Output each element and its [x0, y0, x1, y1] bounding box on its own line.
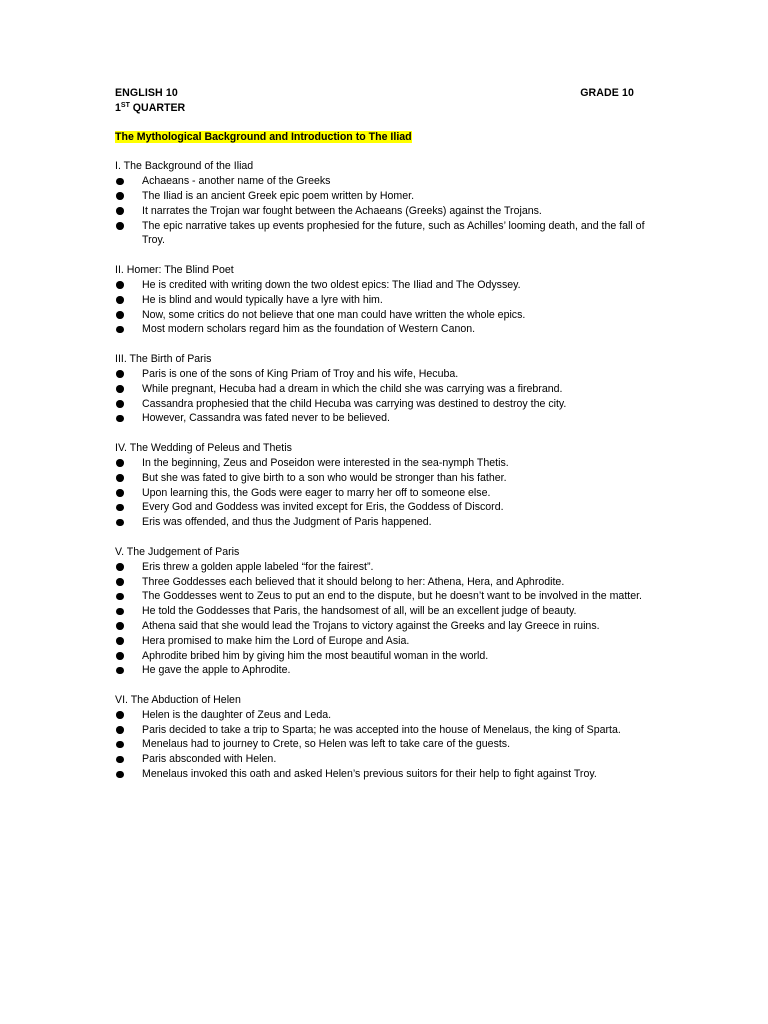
bullet-text: Helen is the daughter of Zeus and Leda.	[142, 708, 332, 721]
bullet-icon	[116, 489, 124, 497]
bullet-item	[115, 471, 660, 486]
bullet-icon	[116, 311, 124, 319]
bullet-text: The Iliad is an ancient Greek epic poem written by Homer.	[142, 189, 415, 202]
bullet-item	[115, 649, 660, 664]
bullet-icon	[116, 578, 124, 586]
bullet-item	[115, 589, 660, 604]
section-heading: I. The Background of the Iliad	[115, 160, 254, 173]
bullet-item	[115, 500, 660, 515]
bullet-icon	[116, 771, 124, 779]
section-heading: V. The Judgement of Paris	[115, 545, 240, 558]
bullet-text: He told the Goddesses that Paris, the handsomest of all, will be an excellent judge of beauty.	[142, 605, 577, 618]
bullet-icon	[116, 741, 124, 749]
bullet-icon	[116, 326, 124, 334]
bullet-icon	[116, 192, 124, 200]
bullet-text: He gave the apple to Aphrodite.	[142, 664, 291, 677]
bullet-text: In the beginning, Zeus and Poseidon were interested in the sea-nymph Thetis.	[142, 456, 509, 469]
outline-section	[115, 159, 660, 248]
bullet-list	[115, 708, 660, 782]
bullet-icon	[116, 474, 124, 482]
bullet-text: Paris is one of the sons of King Priam of Troy and his wife, Hecuba.	[142, 367, 459, 380]
bullet-text: But she was fated to give birth to a son who would be stronger than his father.	[142, 471, 507, 484]
bullet-item	[115, 708, 660, 723]
bullet-icon	[116, 622, 124, 630]
bullet-item	[115, 663, 660, 678]
bullet-icon	[116, 667, 124, 675]
bullet-icon	[116, 222, 124, 230]
bullet-item	[115, 367, 660, 382]
outline-section	[115, 545, 660, 678]
outline-section	[115, 441, 660, 530]
section-heading: II. Homer: The Blind Poet	[115, 264, 234, 277]
bullet-item	[115, 382, 660, 397]
bullet-text: It narrates the Trojan war fought between the Achaeans (Greeks) against the Trojans.	[142, 204, 542, 217]
bullet-text: The Goddesses went to Zeus to put an end to the dispute, but he doesn’t want to be involved in the matter.	[142, 590, 642, 603]
quarter-ordinal-suffix: ST	[120, 101, 130, 109]
bullet-text: Every God and Goddess was invited except for Eris, the Goddess of Discord.	[142, 501, 504, 514]
bullet-item	[115, 767, 660, 782]
bullet-list	[115, 367, 660, 426]
outline-sections	[115, 159, 660, 781]
bullet-text: Three Goddesses each believed that it should belong to her: Athena, Hera, and Aphrodite.	[142, 575, 565, 588]
bullet-icon	[116, 459, 124, 467]
bullet-item	[115, 619, 660, 634]
section-heading: IV. The Wedding of Peleus and Thetis	[115, 442, 292, 455]
bullet-item	[115, 278, 660, 293]
bullet-item	[115, 456, 660, 471]
bullet-icon	[116, 370, 124, 378]
bullet-list	[115, 560, 660, 678]
bullet-icon	[116, 652, 124, 660]
bullet-text: Most modern scholars regard him as the foundation of Western Canon.	[142, 323, 476, 336]
outline-section	[115, 263, 660, 337]
course-label: ENGLISH 10	[115, 87, 178, 99]
outline-section	[115, 693, 660, 782]
bullet-icon	[116, 385, 124, 393]
bullet-icon	[116, 593, 124, 601]
bullet-icon	[116, 563, 124, 571]
bullet-list	[115, 278, 660, 337]
bullet-item	[115, 397, 660, 412]
bullet-item	[115, 486, 660, 501]
bullet-icon	[116, 608, 124, 616]
bullet-icon	[116, 519, 124, 527]
bullet-item	[115, 515, 660, 530]
bullet-text: Upon learning this, the Gods were eager to marry her off to someone else.	[142, 486, 491, 499]
bullet-icon	[116, 207, 124, 215]
bullet-icon	[116, 281, 124, 289]
bullet-text: Cassandra prophesied that the child Hecuba was carrying was destined to destroy the city.	[142, 397, 567, 410]
bullet-text: Athena said that she would lead the Trojans to victory against the Greeks and lay Greece in ruins.	[142, 619, 600, 632]
quarter-number: 1	[115, 101, 121, 114]
quarter-label	[115, 101, 660, 116]
bullet-text: While pregnant, Hecuba had a dream in which the child she was carrying was a firebrand.	[142, 382, 563, 395]
bullet-text: Now, some critics do not believe that one man could have written the whole epics.	[142, 308, 526, 321]
bullet-item	[115, 189, 660, 204]
bullet-text: Achaeans - another name of the Greeks	[142, 175, 331, 188]
bullet-text: Eris threw a golden apple labeled “for the fairest”.	[142, 560, 374, 573]
section-heading: III. The Birth of Paris	[115, 353, 212, 366]
bullet-item	[115, 293, 660, 308]
bullet-text: He is credited with writing down the two oldest epics: The Iliad and The Odyssey.	[142, 278, 521, 291]
bullet-item	[115, 604, 660, 619]
bullet-text: He is blind and would typically have a lyre with him.	[142, 293, 383, 306]
bullet-item	[115, 174, 660, 189]
bullet-text: Menelaus had to journey to Crete, so Helen was left to take care of the guests.	[142, 738, 511, 751]
bullet-icon	[116, 296, 124, 304]
bullet-item	[115, 204, 660, 219]
outline-section	[115, 352, 660, 426]
document-header	[115, 86, 660, 101]
bullet-icon	[116, 504, 124, 512]
bullet-text: Paris absconded with Helen.	[142, 753, 277, 766]
bullet-icon	[116, 178, 124, 186]
document-page	[115, 86, 660, 782]
quarter-word: QUARTER	[129, 101, 186, 114]
bullet-item	[115, 322, 660, 337]
bullet-text: Hera promised to make him the Lord of Europe and Asia.	[142, 634, 410, 647]
bullet-icon	[116, 637, 124, 645]
bullet-icon	[116, 756, 124, 764]
bullet-text: Paris decided to take a trip to Sparta; he was accepted into the house of Menelaus, the king of Sparta.	[142, 723, 621, 736]
bullet-item	[115, 560, 660, 575]
bullet-list	[115, 174, 660, 248]
bullet-icon	[116, 726, 124, 734]
bullet-icon	[116, 400, 124, 408]
bullet-item	[115, 411, 660, 426]
bullet-list	[115, 456, 660, 530]
section-heading: VI. The Abduction of Helen	[115, 694, 241, 707]
bullet-item	[115, 634, 660, 649]
bullet-item	[115, 723, 660, 738]
bullet-item	[115, 737, 660, 752]
bullet-icon	[116, 415, 124, 423]
bullet-item	[115, 219, 660, 249]
bullet-text: The epic narrative takes up events prophesied for the future, such as Achilles’ looming death, and the fall of Troy.	[142, 219, 645, 247]
bullet-icon	[116, 711, 124, 719]
bullet-text: Menelaus invoked this oath and asked Helen’s previous suitors for their help to fight against Troy.	[142, 768, 597, 781]
bullet-item	[115, 575, 660, 590]
bullet-text: However, Cassandra was fated never to be believed.	[142, 412, 390, 425]
document-title	[115, 130, 660, 145]
bullet-item	[115, 752, 660, 767]
document-title-highlight: The Mythological Background and Introduction to The Iliad	[115, 130, 412, 143]
bullet-text: Eris was offended, and thus the Judgment of Paris happened.	[142, 516, 432, 529]
grade-label: GRADE 10	[580, 87, 634, 99]
bullet-item	[115, 308, 660, 323]
bullet-text: Aphrodite bribed him by giving him the most beautiful woman in the world.	[142, 649, 489, 662]
